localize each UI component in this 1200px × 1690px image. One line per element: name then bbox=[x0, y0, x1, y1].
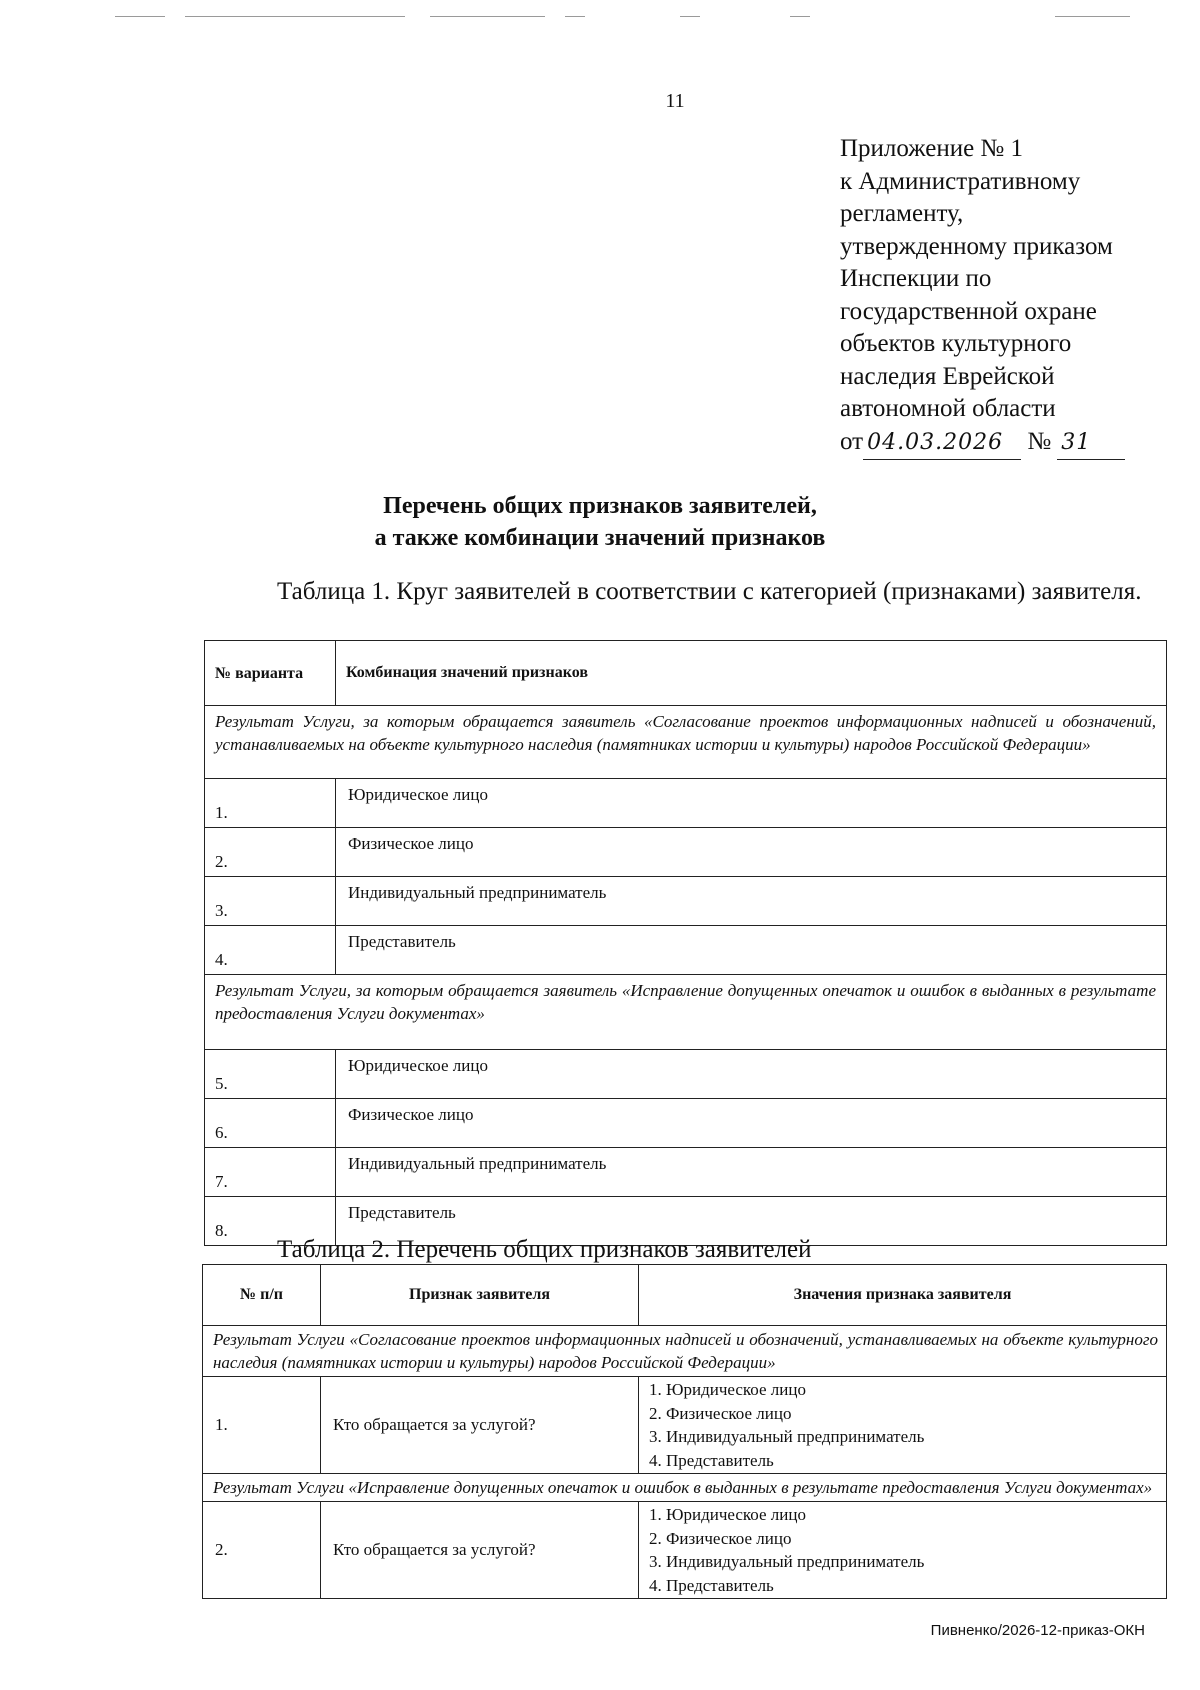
table-group-row bbox=[203, 1474, 1167, 1502]
document-title bbox=[0, 490, 1200, 554]
handwritten-date: 04.03.2026 bbox=[863, 427, 1021, 461]
title-line-1: Перечень общих признаков заявителей, bbox=[383, 493, 817, 519]
table-row bbox=[205, 1050, 1167, 1099]
row-number: 1. bbox=[203, 1377, 321, 1474]
number-prefix: № bbox=[1027, 427, 1052, 455]
variant-number: 1. bbox=[205, 779, 336, 828]
feature-value: 2. Физическое лицо bbox=[649, 1403, 792, 1423]
scan-artifact bbox=[680, 16, 700, 17]
variant-number: 5. bbox=[205, 1050, 336, 1099]
feature-value: 3. Индивидуальный предприниматель bbox=[649, 1427, 925, 1446]
table1-caption: Таблица 1. Круг заявителей в соответствии с категорией (признаками) заявителя. bbox=[277, 578, 1142, 605]
variant-number: 2. bbox=[205, 828, 336, 877]
feature-value: 1. Юридическое лицо bbox=[649, 1505, 806, 1524]
column-header-variant-number: № варианта bbox=[205, 641, 336, 706]
appendix-line: утвержденному приказом bbox=[840, 232, 1113, 260]
feature-value: 2. Физическое лицо bbox=[649, 1528, 792, 1548]
appendix-line: Приложение № 1 bbox=[840, 135, 1024, 162]
table-group-row bbox=[203, 1326, 1167, 1377]
variant-value: Индивидуальный предприниматель bbox=[336, 877, 1167, 926]
feature-name: Кто обращается за услугой? bbox=[321, 1377, 639, 1474]
appendix-block bbox=[840, 133, 1170, 460]
variant-value: Физическое лицо bbox=[336, 1099, 1167, 1148]
column-header-combination: Комбинация значений признаков bbox=[336, 641, 1167, 706]
table2-caption: Таблица 2. Перечень общих признаков заявителей bbox=[277, 1236, 812, 1263]
variant-value: Индивидуальный предприниматель bbox=[336, 1148, 1167, 1197]
group-title: Результат Услуги «Исправление допущенных опечаток и ошибок в выданных в результате предоставления Услуги документах» bbox=[203, 1474, 1167, 1502]
appendix-date-line bbox=[840, 426, 1170, 461]
applicant-variants-table bbox=[204, 640, 1167, 1246]
appendix-line: регламенту, bbox=[840, 200, 964, 227]
variant-number: 3. bbox=[205, 877, 336, 926]
appendix-line: автономной области bbox=[840, 395, 1056, 422]
page-number: 11 bbox=[665, 90, 685, 112]
appendix-line: наследия Еврейской bbox=[840, 362, 1055, 390]
variant-number: 4. bbox=[205, 926, 336, 975]
group-title: Результат Услуги, за которым обращается заявитель «Исправление допущенных опечаток и ошибок в выданных в результате предоставления Услуги документах» bbox=[205, 975, 1167, 1050]
group-title: Результат Услуги «Согласование проектов информационных надписей и обозначений, устанавливаемых на объекте культурного наследия (памятниках истории и культуры) народов Российской Федерации» bbox=[203, 1326, 1167, 1377]
feature-value: 4. Представитель bbox=[649, 1450, 774, 1470]
footer-reference: Пивненко/2026-12-приказ-ОКН bbox=[930, 1622, 1145, 1639]
scan-artifact bbox=[1055, 16, 1130, 17]
table-group-row bbox=[205, 706, 1167, 779]
scan-artifact bbox=[430, 16, 545, 17]
group-title: Результат Услуги, за которым обращается заявитель «Согласование проектов информационных надписей и обозначений, устанавливаемых на объекте культурного наследия (памятниках истории и культуры) народов Российской Федерации» bbox=[205, 706, 1167, 779]
feature-value: 3. Индивидуальный предприниматель bbox=[649, 1552, 925, 1571]
column-header-feature: Признак заявителя bbox=[321, 1265, 639, 1326]
variant-value: Юридическое лицо bbox=[336, 779, 1167, 828]
variant-value: Физическое лицо bbox=[336, 828, 1167, 877]
title-line-2: а также комбинации значений признаков bbox=[374, 525, 826, 551]
table-row bbox=[205, 1099, 1167, 1148]
feature-values bbox=[639, 1502, 1167, 1599]
appendix-line: к Административному bbox=[840, 167, 1081, 195]
column-header-values: Значения признака заявителя bbox=[639, 1265, 1167, 1326]
table-group-row bbox=[205, 975, 1167, 1050]
scan-artifact bbox=[185, 16, 405, 17]
scan-artifact bbox=[790, 16, 810, 17]
variant-value: Представитель bbox=[336, 926, 1167, 975]
row-number: 2. bbox=[203, 1502, 321, 1599]
column-header-number: № п/п bbox=[203, 1265, 321, 1326]
table-row bbox=[205, 877, 1167, 926]
appendix-line: объектов культурного bbox=[840, 330, 1072, 357]
handwritten-number: 31 bbox=[1057, 427, 1125, 461]
scan-artifact bbox=[565, 16, 585, 17]
date-prefix: от bbox=[840, 427, 864, 455]
variant-number: 6. bbox=[205, 1099, 336, 1148]
table-row bbox=[203, 1502, 1167, 1599]
feature-name: Кто обращается за услугой? bbox=[321, 1502, 639, 1599]
appendix-line: Инспекции по bbox=[840, 265, 992, 292]
table-row bbox=[205, 926, 1167, 975]
applicant-features-table bbox=[202, 1264, 1167, 1599]
table-row bbox=[203, 1377, 1167, 1474]
appendix-line: государственной охране bbox=[840, 297, 1097, 325]
table-header-row bbox=[205, 641, 1167, 706]
table-row bbox=[205, 1148, 1167, 1197]
table-row bbox=[205, 828, 1167, 877]
variant-value: Представитель bbox=[336, 1197, 1167, 1246]
table-header-row bbox=[203, 1265, 1167, 1326]
feature-value: 4. Представитель bbox=[649, 1575, 774, 1595]
feature-values bbox=[639, 1377, 1167, 1474]
variant-number: 8. bbox=[205, 1197, 336, 1246]
variant-number: 7. bbox=[205, 1148, 336, 1197]
feature-value: 1. Юридическое лицо bbox=[649, 1380, 806, 1399]
table-row bbox=[205, 779, 1167, 828]
variant-value: Юридическое лицо bbox=[336, 1050, 1167, 1099]
scan-artifact bbox=[115, 16, 165, 17]
